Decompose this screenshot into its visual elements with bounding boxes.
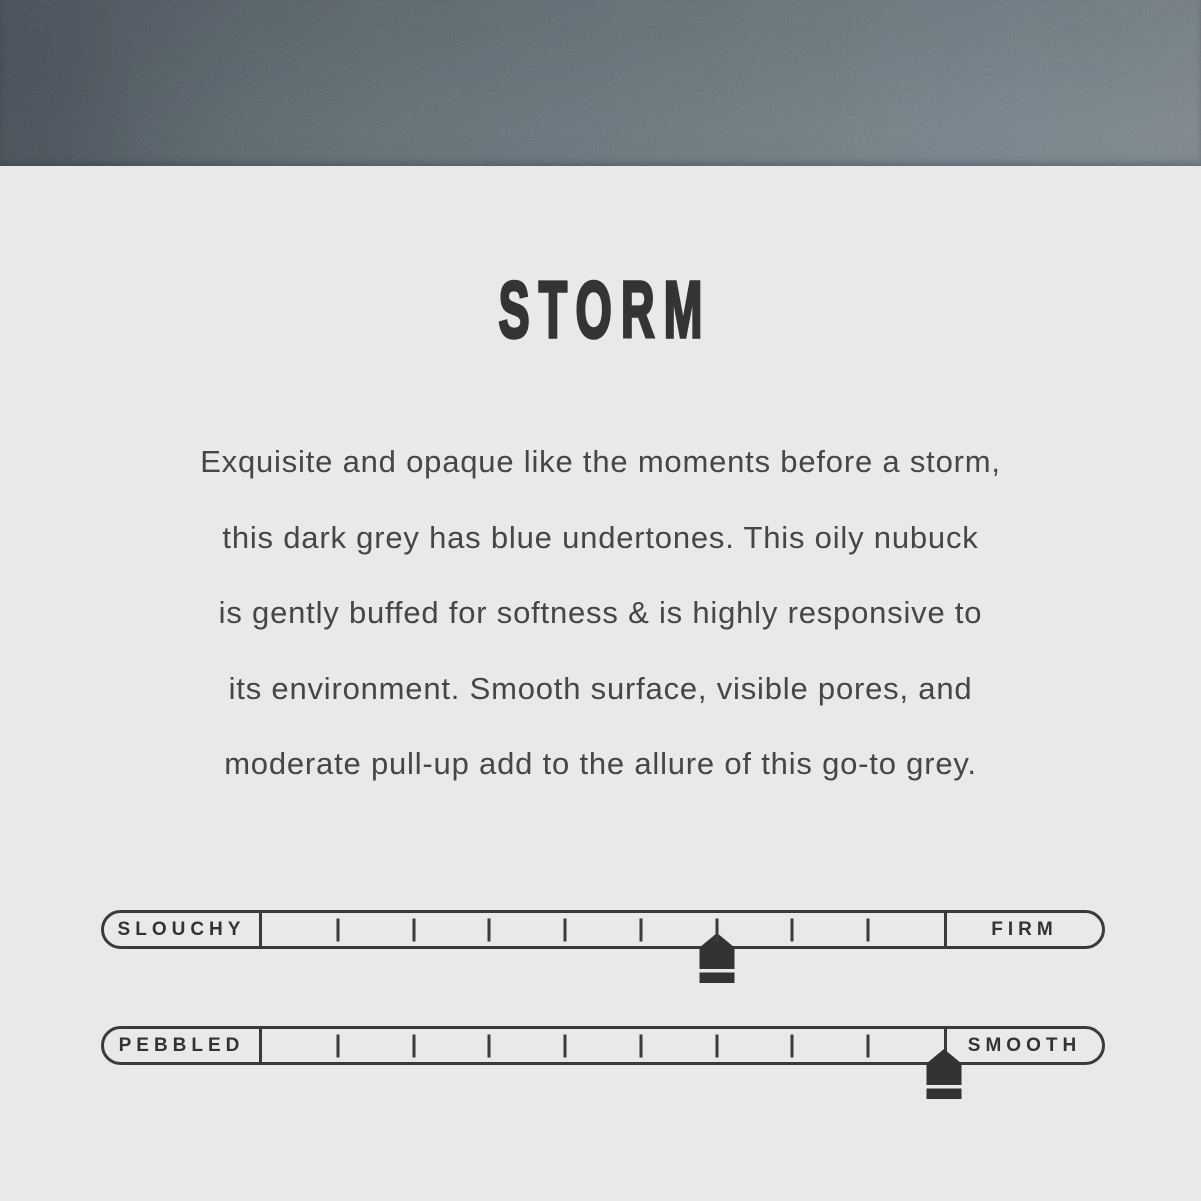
scale-tick (715, 918, 718, 941)
texture-scale-marker (925, 1049, 964, 1099)
texture-scale (101, 1026, 1105, 1065)
scale-tick (412, 918, 415, 941)
scale-track (262, 913, 944, 946)
scale-tick (791, 1034, 794, 1057)
scale-tick (336, 1034, 339, 1057)
description-line: moderate pull-up add to the allure of this go-to grey. (224, 746, 977, 781)
scale-tick (791, 918, 794, 941)
scale-track (262, 1029, 944, 1062)
leather-noise-overlay (0, 0, 1201, 166)
drape-scale-right-label: FIRM (944, 913, 1102, 946)
leather-texture-banner (0, 0, 1201, 166)
texture-scale-left-label: PEBBLED (104, 1029, 262, 1062)
drape-scale (101, 910, 1105, 949)
scale-tick (412, 1034, 415, 1057)
scale-tick (867, 918, 870, 941)
scale-tick (639, 1034, 642, 1057)
scale-tick (336, 918, 339, 941)
scale-tick (715, 1034, 718, 1057)
description-line: this dark grey has blue undertones. This oily nubuck (222, 519, 979, 555)
scale-tick (488, 1034, 491, 1057)
scale-tick (867, 1034, 870, 1057)
scale-tick (564, 1034, 567, 1057)
colorway-description (0, 424, 1201, 802)
texture-scale-right-label: SMOOTH (944, 1029, 1102, 1062)
description-line: Exquisite and opaque like the moments before a storm, (200, 444, 1001, 479)
colorway-title: STORM (498, 265, 712, 354)
marker-pin-icon (925, 1049, 964, 1099)
description-line: is gently buffed for softness & is highly responsive to (218, 595, 983, 630)
description-line: its environment. Smooth surface, visible pores, and (228, 670, 973, 706)
scale-tick (564, 918, 567, 941)
scale-tick (488, 918, 491, 941)
scale-tick (639, 918, 642, 941)
drape-scale-left-label: SLOUCHY (104, 913, 262, 946)
